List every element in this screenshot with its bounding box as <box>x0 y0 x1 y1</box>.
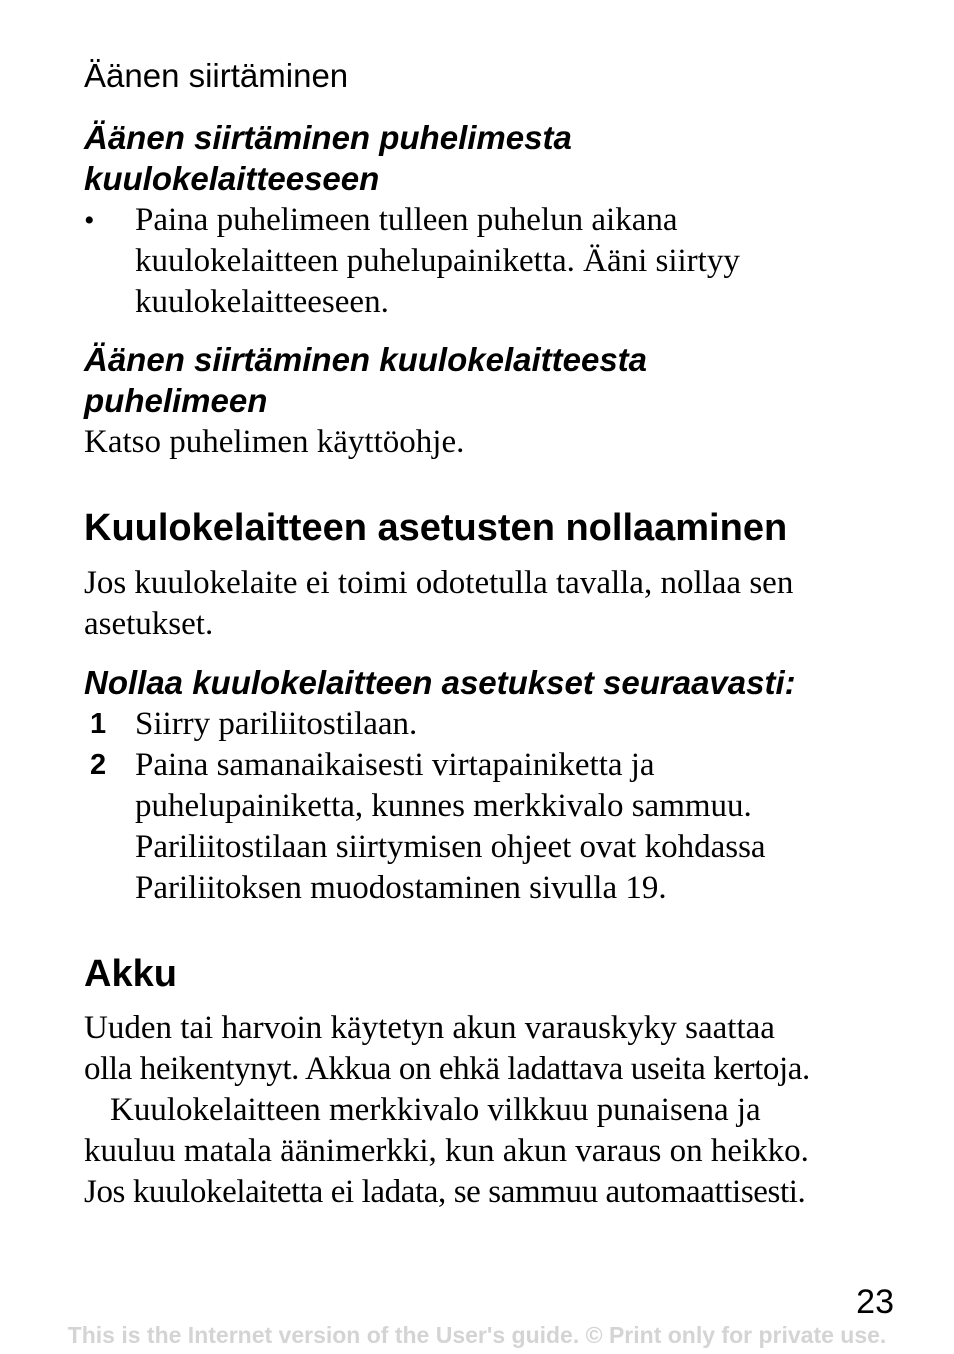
battery-text-line: Jos kuulokelaitetta ei ladata, se sammuu automaattisesti. <box>84 1174 806 1210</box>
section-heading: Akku <box>84 953 177 995</box>
subsection-title-line-2: puhelimeen <box>84 382 268 419</box>
battery-text-line: olla heikentynyt. Akkua on ehkä ladattava useita kertoja. <box>84 1051 810 1087</box>
step-text-line: puhelupainiketta, kunnes merkkivalo sammuu. <box>135 788 752 824</box>
bullet-text-line-1: Paina puhelimeen tulleen puhelun aikana <box>135 202 678 238</box>
bullet-icon: • <box>84 204 95 237</box>
bullet-text-line-3: kuulokelaitteeseen. <box>135 284 389 320</box>
intro-text-line-1: Jos kuulokelaite ei toimi odotetulla tavalla, nollaa sen <box>84 565 794 601</box>
body-text: Katso puhelimen käyttöohje. <box>84 424 465 460</box>
battery-text-line: kuuluu matala äänimerkki, kun akun varaus on heikko. <box>84 1133 809 1169</box>
procedure-title: Nollaa kuulokelaitteen asetukset seuraavasti: <box>84 664 796 701</box>
subsection-title-line-1: Äänen siirtäminen puhelimesta <box>84 119 572 156</box>
step-number: 1 <box>90 708 107 740</box>
bullet-text-line-2: kuulokelaitteen puhelupainiketta. Ääni siirtyy <box>135 243 740 279</box>
running-head: Äänen siirtäminen <box>84 57 349 94</box>
subsection-title-line-2: kuulokelaitteeseen <box>84 160 380 197</box>
subsection-title-line-1: Äänen siirtäminen kuulokelaitteesta <box>84 341 648 378</box>
page-number: 23 <box>856 1283 894 1321</box>
footer-disclaimer: This is the Internet version of the User's guide. © Print only for private use. <box>67 1322 887 1348</box>
battery-text-line: Uuden tai harvoin käytetyn akun varauskyky saattaa <box>84 1010 775 1046</box>
step-text-line: Pariliitoksen muodostaminen sivulla 19. <box>135 870 667 906</box>
step-text-line: Siirry pariliitostilaan. <box>135 706 418 742</box>
intro-text-line-2: asetukset. <box>84 606 214 642</box>
step-text-line: Pariliitostilaan siirtymisen ohjeet ovat kohdassa <box>135 829 766 865</box>
step-text-line: Paina samanaikaisesti virtapainiketta ja <box>135 747 655 783</box>
step-number: 2 <box>90 749 107 781</box>
battery-text-line: Kuulokelaitteen merkkivalo vilkkuu punaisena ja <box>110 1092 761 1128</box>
section-heading: Kuulokelaitteen asetusten nollaaminen <box>84 507 788 549</box>
